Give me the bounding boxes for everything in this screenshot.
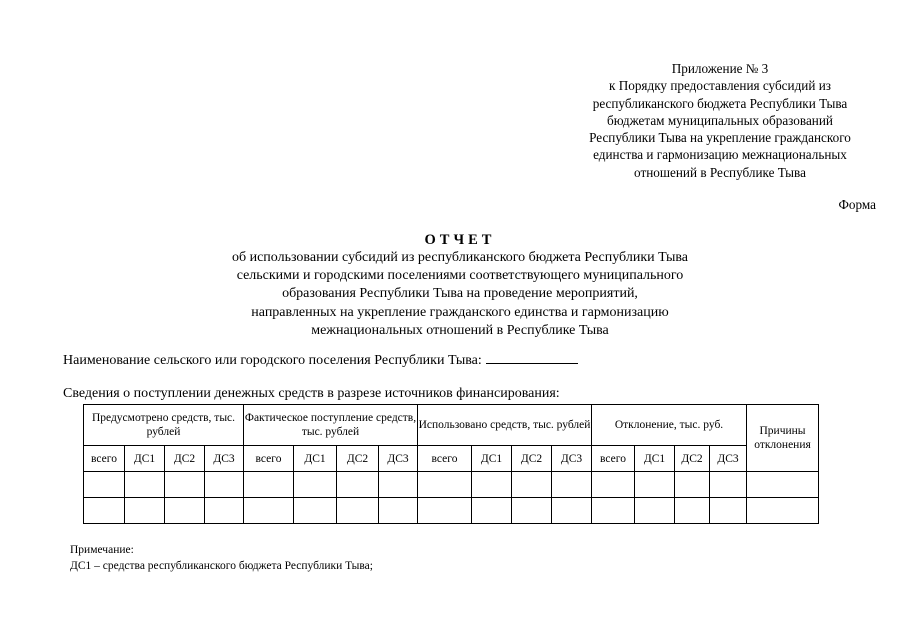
subheader-total: всего bbox=[592, 446, 635, 472]
appendix-line: бюджетам муниципальных образований bbox=[607, 112, 833, 128]
settlement-name-label: Наименование сельского или городского поселения Республики Тыва: bbox=[63, 353, 482, 368]
report-title-subtitle bbox=[170, 249, 750, 340]
table-cell[interactable] bbox=[418, 498, 472, 524]
appendix-line: Приложение № 3 bbox=[671, 61, 769, 76]
table-row bbox=[84, 498, 819, 524]
appendix-header bbox=[560, 60, 880, 181]
table-cell[interactable] bbox=[84, 498, 125, 524]
table-cell[interactable] bbox=[747, 498, 819, 524]
header-actual: Фактическое поступление средств, тыс. рублей bbox=[244, 405, 418, 446]
appendix-line: отношений в Республике Тыва bbox=[634, 164, 806, 180]
table-cell[interactable] bbox=[710, 498, 747, 524]
subheader-ds1: ДС1 bbox=[294, 446, 337, 472]
subtitle-line: направленных на укрепление гражданского единства и гармонизацию bbox=[251, 304, 669, 320]
table-cell[interactable] bbox=[635, 472, 675, 498]
appendix-line: единства и гармонизацию межнациональных bbox=[593, 147, 847, 163]
table-cell[interactable] bbox=[84, 472, 125, 498]
table-cell[interactable] bbox=[205, 498, 244, 524]
subtitle-line: об использовании субсидий из республиканского бюджета Республики Тыва bbox=[231, 250, 689, 265]
subheader-ds1: ДС1 bbox=[125, 446, 165, 472]
report-title-main: ОТЧЕТ bbox=[424, 232, 496, 248]
table-cell[interactable] bbox=[675, 472, 710, 498]
table-cell[interactable] bbox=[552, 498, 592, 524]
funding-table bbox=[83, 404, 819, 524]
subtitle-line: образования Республики Тыва на проведение мероприятий, bbox=[282, 286, 638, 302]
table-cell[interactable] bbox=[244, 498, 294, 524]
header-reasons: Причины отклонения bbox=[747, 405, 819, 472]
table-cell[interactable] bbox=[165, 498, 205, 524]
note-block bbox=[70, 543, 373, 574]
subheader-total: всего bbox=[84, 446, 125, 472]
note-title: Примечание: bbox=[70, 544, 134, 556]
header-deviation: Отклонение, тыс. руб. bbox=[592, 405, 747, 446]
subheader-ds1: ДС1 bbox=[472, 446, 512, 472]
table-cell[interactable] bbox=[552, 472, 592, 498]
table-cell[interactable] bbox=[125, 498, 165, 524]
appendix-line: к Порядку предоставления субсидий из bbox=[609, 78, 831, 94]
settlement-name-field[interactable] bbox=[486, 351, 578, 364]
appendix-line: Республики Тыва на укрепление гражданского bbox=[589, 130, 851, 146]
header-planned: Предусмотрено средств, тыс. рублей bbox=[84, 405, 244, 446]
table-cell[interactable] bbox=[337, 498, 379, 524]
subheader-ds3: ДС3 bbox=[710, 446, 747, 472]
form-label: Форма bbox=[838, 197, 876, 212]
table-cell[interactable] bbox=[125, 472, 165, 498]
subheader-ds3: ДС3 bbox=[379, 446, 418, 472]
table-cell[interactable] bbox=[592, 472, 635, 498]
table-cell[interactable] bbox=[337, 472, 379, 498]
report-title bbox=[170, 231, 750, 340]
table-cell[interactable] bbox=[675, 498, 710, 524]
subheader-ds3: ДС3 bbox=[552, 446, 592, 472]
table-cell[interactable] bbox=[294, 472, 337, 498]
subtitle-line: сельскими и городскими поселениями соответствующего муниципального bbox=[236, 268, 684, 284]
table-cell[interactable] bbox=[472, 498, 512, 524]
table-cell[interactable] bbox=[244, 472, 294, 498]
appendix-line: республиканского бюджета Республики Тыва bbox=[592, 95, 848, 111]
table-cell[interactable] bbox=[472, 472, 512, 498]
subheader-ds2: ДС2 bbox=[165, 446, 205, 472]
table-cell[interactable] bbox=[165, 472, 205, 498]
subheader-ds2: ДС2 bbox=[512, 446, 552, 472]
subheader-ds1: ДС1 bbox=[635, 446, 675, 472]
table-cell[interactable] bbox=[294, 498, 337, 524]
table-cell[interactable] bbox=[379, 498, 418, 524]
table-cell[interactable] bbox=[635, 498, 675, 524]
table-cell[interactable] bbox=[418, 472, 472, 498]
table-cell[interactable] bbox=[512, 498, 552, 524]
settlement-name-row bbox=[63, 351, 578, 369]
table-cell[interactable] bbox=[710, 472, 747, 498]
subheader-ds3: ДС3 bbox=[205, 446, 244, 472]
note-line: ДС1 – средства республиканского бюджета Республики Тыва; bbox=[70, 559, 373, 572]
sources-label: Сведения о поступлении денежных средств в разрезе источников финансирования: bbox=[63, 386, 560, 401]
table-cell[interactable] bbox=[379, 472, 418, 498]
subtitle-line: межнациональных отношений в Республике Тыва bbox=[311, 322, 609, 338]
table-cell[interactable] bbox=[747, 472, 819, 498]
header-used: Использовано средств, тыс. рублей bbox=[418, 405, 592, 446]
subheader-total: всего bbox=[244, 446, 294, 472]
subheader-ds2: ДС2 bbox=[675, 446, 710, 472]
subheader-total: всего bbox=[418, 446, 472, 472]
table-cell[interactable] bbox=[205, 472, 244, 498]
table-cell[interactable] bbox=[512, 472, 552, 498]
table-row bbox=[84, 472, 819, 498]
table-cell[interactable] bbox=[592, 498, 635, 524]
subheader-ds2: ДС2 bbox=[337, 446, 379, 472]
